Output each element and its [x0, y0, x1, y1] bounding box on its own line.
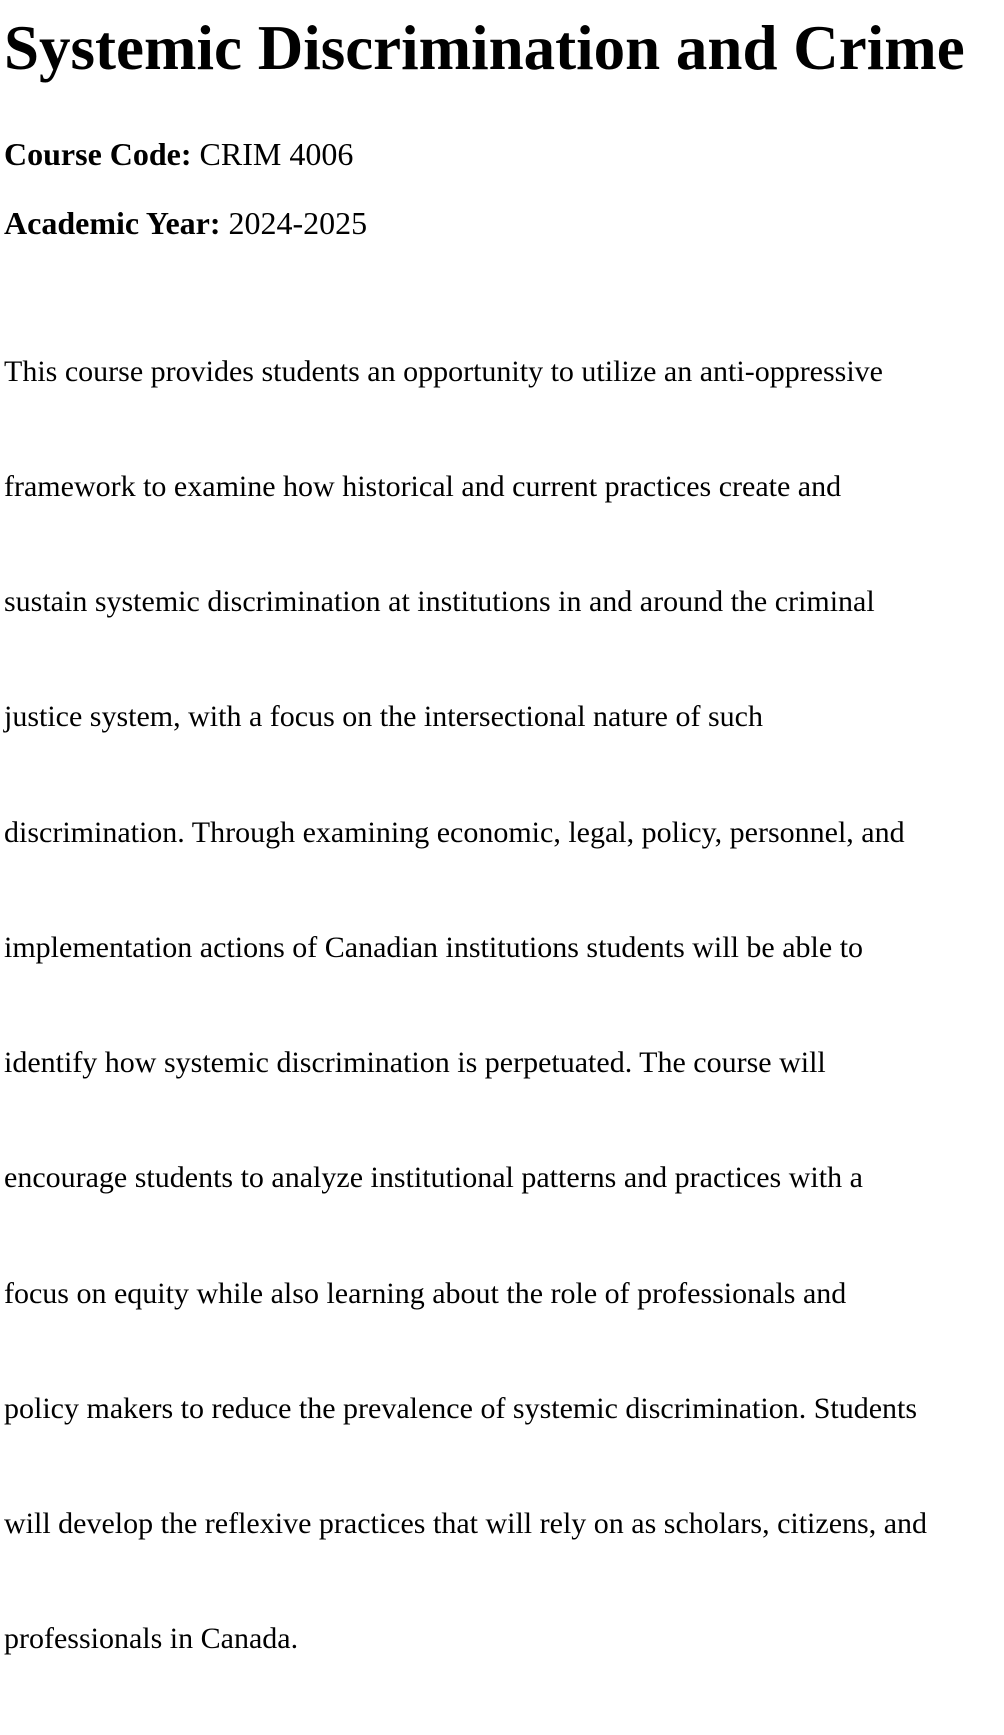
- description-line: This course provides students an opportunity to utilize an anti-oppressive: [4, 354, 883, 388]
- description-line: will develop the reflexive practices that will rely on as scholars, citizens, and: [4, 1507, 928, 1540]
- academic-year-value: 2024-2025: [228, 205, 368, 241]
- description-line: justice system, with a focus on the intersectional nature of such: [4, 700, 763, 734]
- description-line: policy makers to reduce the prevalence of systemic discrimination. Students: [4, 1391, 918, 1425]
- description-line: identify how systemic discrimination is perpetuated. The course will: [4, 1046, 826, 1080]
- description-line: framework to examine how historical and current practices create and: [4, 470, 842, 504]
- description-line: sustain systemic discrimination at institutions in and around the criminal: [4, 585, 875, 619]
- course-code-row: [4, 135, 353, 173]
- description-line: focus on equity while also learning about the role of professionals and: [4, 1276, 847, 1310]
- academic-year-label: Academic Year:: [4, 205, 221, 241]
- course-description: [4, 276, 1004, 1735]
- description-line: implementation actions of Canadian institutions students will be able to: [4, 930, 864, 964]
- description-line: encourage students to analyze institutional patterns and practices with a: [4, 1161, 863, 1195]
- academic-year-row: [4, 204, 367, 242]
- course-title: Systemic Discrimination and Crime: [4, 13, 965, 83]
- description-line: professionals in Canada.: [4, 1622, 299, 1656]
- description-line: discrimination. Through examining economic, legal, policy, personnel, and: [4, 815, 905, 849]
- course-code-label: Course Code:: [4, 136, 192, 172]
- course-code-value: CRIM 4006: [199, 136, 354, 172]
